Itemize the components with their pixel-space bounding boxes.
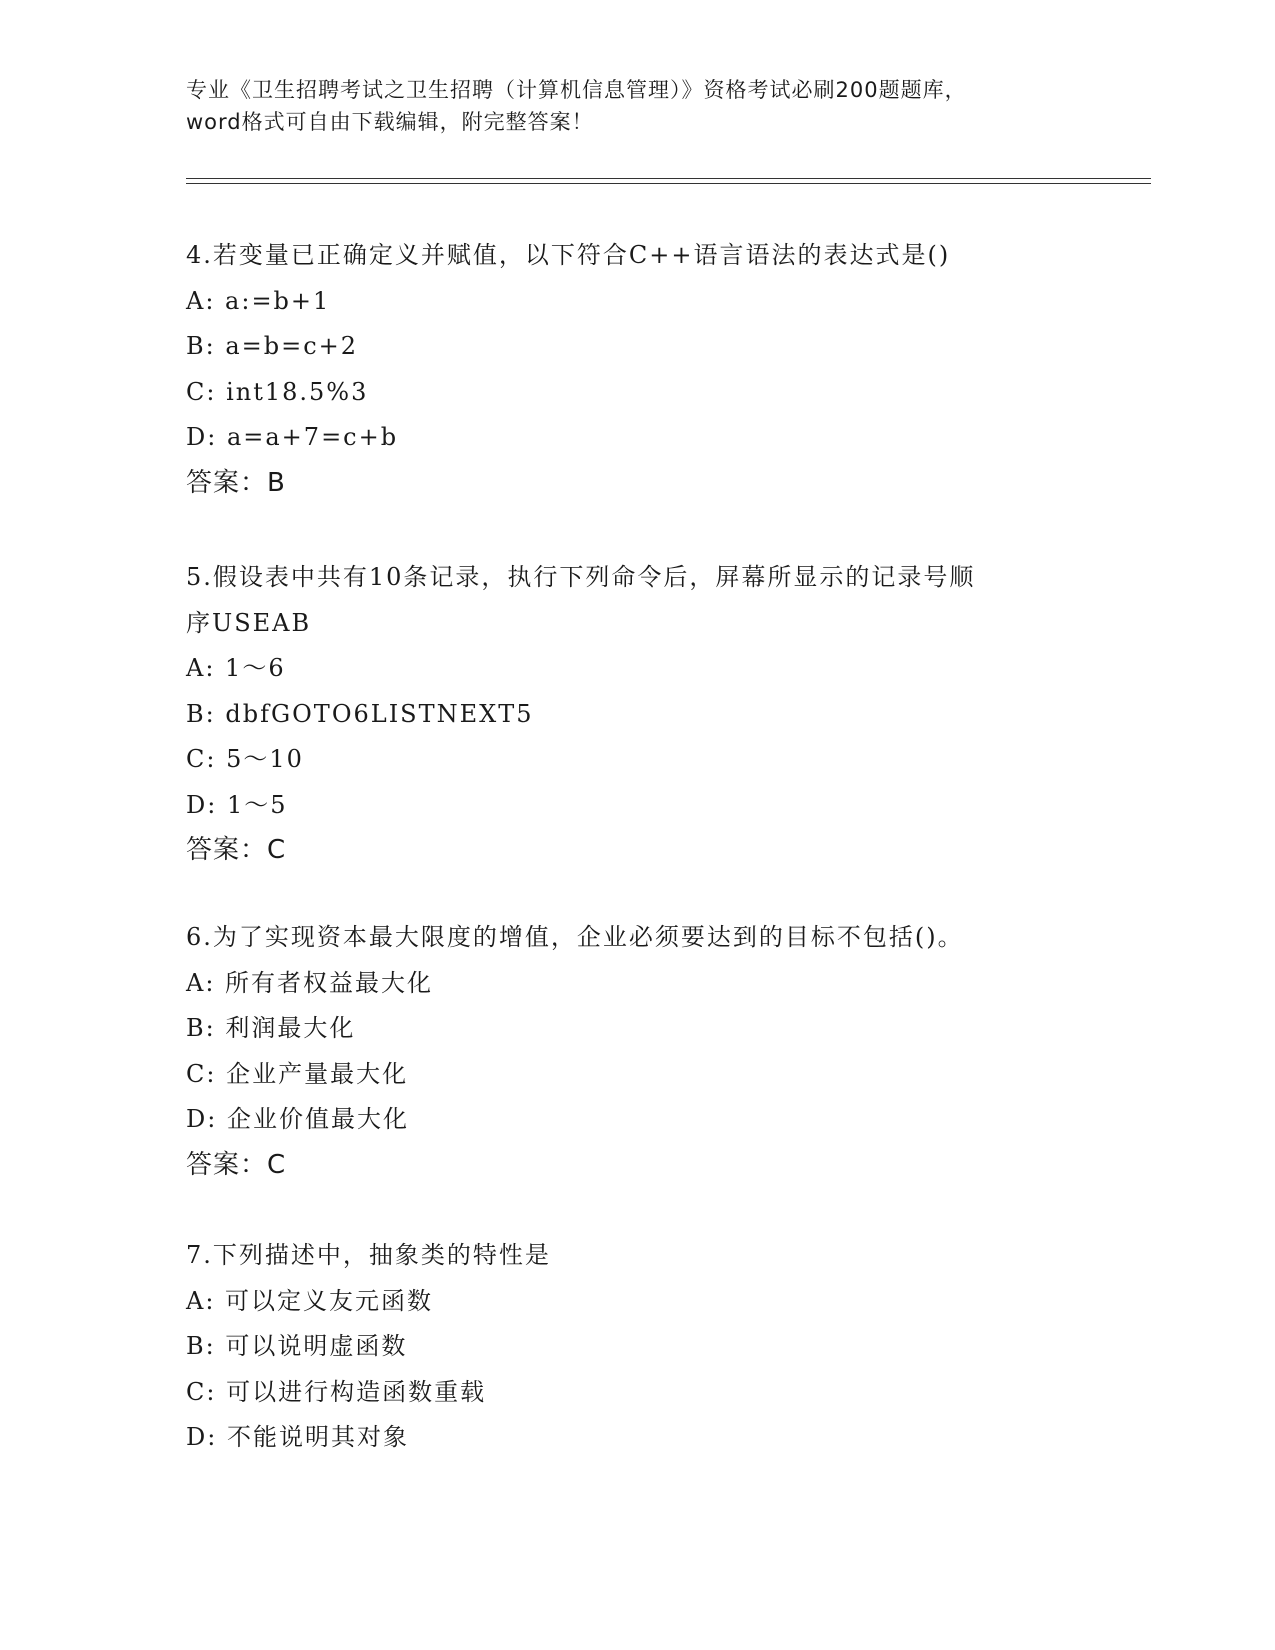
- option-d: D: 企业价值最大化: [186, 1105, 409, 1133]
- question-stem: 5.假设表中共有10条记录，执行下列命令后，屏幕所显示的记录号顺: [186, 563, 976, 591]
- option-b: B: dbfGOTO6LISTNEXT5: [186, 699, 534, 728]
- question-stem: 7.下列描述中，抽象类的特性是: [186, 1241, 551, 1269]
- option-c: C: 企业产量最大化: [186, 1059, 409, 1088]
- option-b: B: 利润最大化: [186, 1014, 356, 1042]
- option-a: A: 可以定义友元函数: [186, 1286, 434, 1315]
- header-divider-top: [186, 178, 1151, 179]
- question-stem: 6.为了实现资本最大限度的增值，企业必须要达到的目标不包括()。: [186, 923, 964, 951]
- option-d: D: 1～5: [186, 790, 288, 819]
- option-a: A: 所有者权益最大化: [186, 968, 434, 997]
- question-7: [186, 1233, 1086, 1461]
- answer-label: 答案：B: [186, 467, 286, 498]
- option-a: A: 1～6: [186, 654, 286, 682]
- question-6: [186, 915, 1086, 1188]
- header-line-2: word格式可自由下载编辑，附完整答案！: [186, 110, 594, 134]
- question-stem: 4.若变量已正确定义并赋值，以下符合C++语言语法的表达式是(): [186, 241, 951, 269]
- header-line-1: 专业《卫生招聘考试之卫生招聘（计算机信息管理）》资格考试必刷200题题库，: [186, 78, 967, 102]
- question-4: [186, 233, 1086, 506]
- option-c: C: 可以进行构造函数重载: [186, 1377, 487, 1406]
- option-d: D: a=a+7=c+b: [186, 423, 399, 451]
- option-d: D: 不能说明其对象: [186, 1423, 409, 1451]
- option-b: B: 可以说明虚函数: [186, 1332, 408, 1360]
- question-stem-continued: 序USEAB: [186, 608, 312, 637]
- option-c: C: int18.5%3: [186, 377, 369, 406]
- option-a: A: a:=b+1: [186, 286, 331, 315]
- option-b: B: a=b=c+2: [186, 332, 359, 360]
- header-divider-bottom: [186, 183, 1151, 184]
- document-header: [186, 74, 1086, 138]
- answer-label: 答案：C: [186, 835, 287, 865]
- answer-label: 答案：C: [186, 1149, 287, 1180]
- option-c: C: 5～10: [186, 745, 304, 773]
- question-5: [186, 555, 1086, 874]
